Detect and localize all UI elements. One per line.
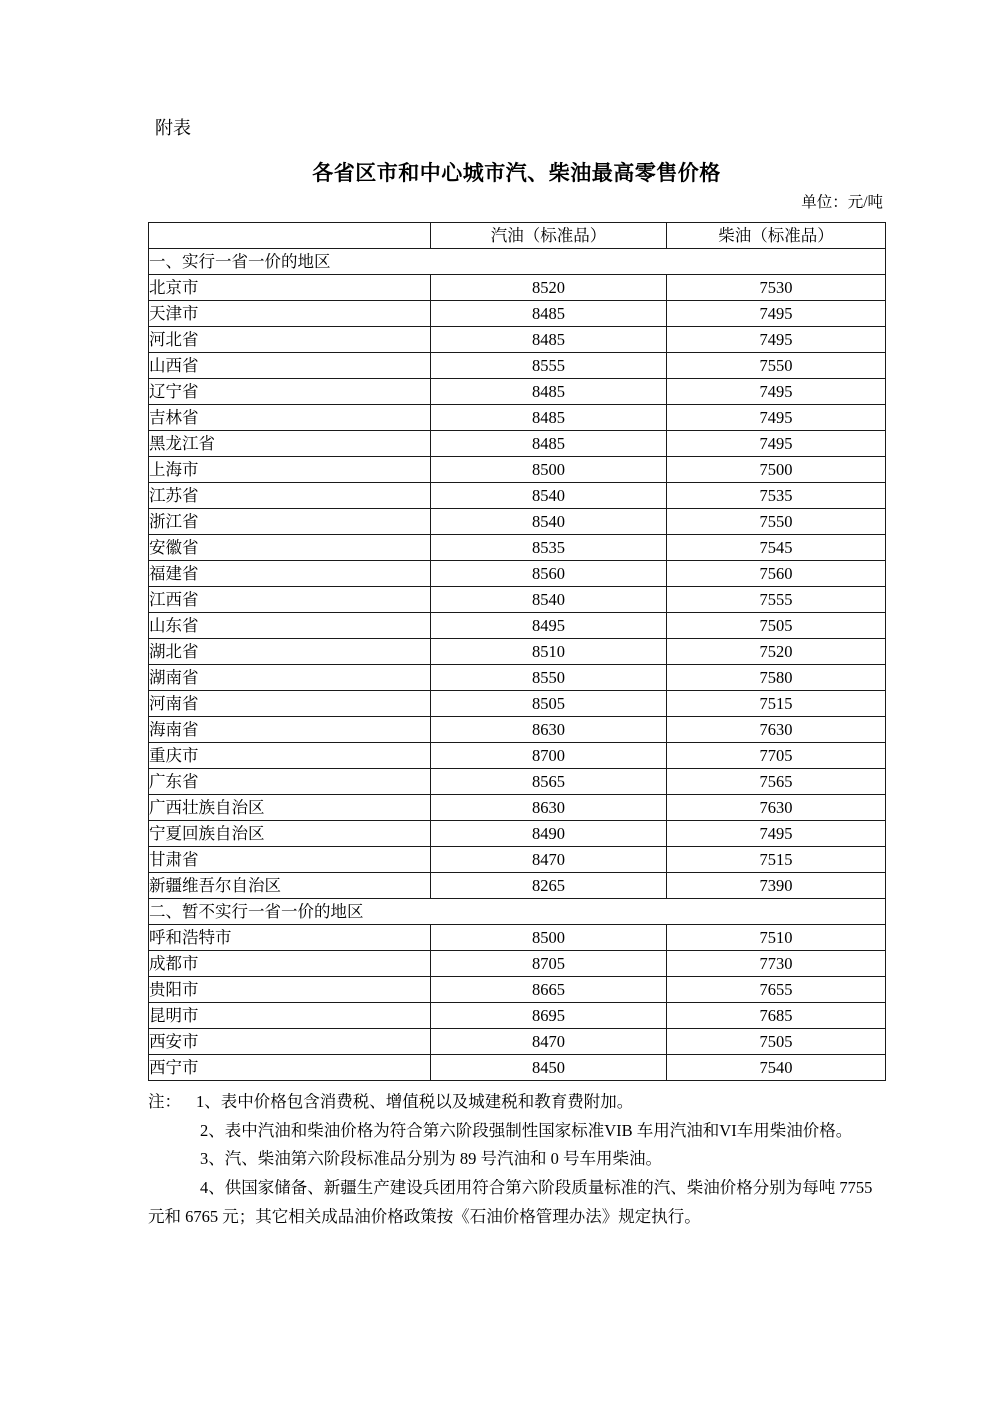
gasoline-price-cell: 8550 [431, 665, 667, 691]
column-header-diesel: 柴油（标准品） [667, 223, 886, 249]
fuel-price-table [148, 222, 886, 1081]
diesel-price-cell: 7515 [667, 847, 886, 873]
region-cell: 广西壮族自治区 [149, 795, 431, 821]
gasoline-price-cell: 8500 [431, 925, 667, 951]
table-row [149, 691, 886, 717]
region-cell: 重庆市 [149, 743, 431, 769]
diesel-price-cell: 7495 [667, 431, 886, 457]
diesel-price-cell: 7510 [667, 925, 886, 951]
table-row [149, 951, 886, 977]
diesel-price-cell: 7535 [667, 483, 886, 509]
table-header-row [149, 223, 886, 249]
diesel-price-cell: 7500 [667, 457, 886, 483]
table-row [149, 535, 886, 561]
table-row [149, 353, 886, 379]
diesel-price-cell: 7390 [667, 873, 886, 899]
table-row [149, 717, 886, 743]
gasoline-price-cell: 8700 [431, 743, 667, 769]
region-cell: 河南省 [149, 691, 431, 717]
region-cell: 湖北省 [149, 639, 431, 665]
region-cell: 福建省 [149, 561, 431, 587]
region-cell: 西宁市 [149, 1055, 431, 1081]
diesel-price-cell: 7555 [667, 587, 886, 613]
diesel-price-cell: 7495 [667, 405, 886, 431]
region-cell: 成都市 [149, 951, 431, 977]
gasoline-price-cell: 8490 [431, 821, 667, 847]
gasoline-price-cell: 8705 [431, 951, 667, 977]
region-cell: 安徽省 [149, 535, 431, 561]
diesel-price-cell: 7550 [667, 353, 886, 379]
unit-label: 单位：元/吨 [801, 194, 883, 211]
notes-label: 注： [148, 1092, 181, 1111]
region-cell: 广东省 [149, 769, 431, 795]
table-row [149, 977, 886, 1003]
gasoline-price-cell: 8485 [431, 327, 667, 353]
gasoline-price-cell: 8630 [431, 795, 667, 821]
gasoline-price-cell: 8540 [431, 509, 667, 535]
region-cell: 浙江省 [149, 509, 431, 535]
table-row [149, 743, 886, 769]
column-header-gasoline: 汽油（标准品） [431, 223, 667, 249]
gasoline-price-cell: 8500 [431, 457, 667, 483]
diesel-price-cell: 7495 [667, 379, 886, 405]
region-cell: 昆明市 [149, 1003, 431, 1029]
note-text: 1、表中价格包含消费税、增值税以及城建税和教育费附加。 [196, 1092, 634, 1111]
diesel-price-cell: 7560 [667, 561, 886, 587]
gasoline-price-cell: 8485 [431, 405, 667, 431]
table-row [149, 769, 886, 795]
diesel-price-cell: 7530 [667, 275, 886, 301]
region-cell: 天津市 [149, 301, 431, 327]
table-row [149, 301, 886, 327]
table-row [149, 847, 886, 873]
region-cell: 吉林省 [149, 405, 431, 431]
gasoline-price-cell: 8470 [431, 847, 667, 873]
gasoline-price-cell: 8505 [431, 691, 667, 717]
table-row [149, 925, 886, 951]
diesel-price-cell: 7505 [667, 1029, 886, 1055]
region-cell: 河北省 [149, 327, 431, 353]
gasoline-price-cell: 8485 [431, 431, 667, 457]
gasoline-price-cell: 8485 [431, 301, 667, 327]
diesel-price-cell: 7495 [667, 327, 886, 353]
diesel-price-cell: 7495 [667, 301, 886, 327]
table-row [149, 457, 886, 483]
gasoline-price-cell: 8665 [431, 977, 667, 1003]
table-row [149, 873, 886, 899]
table-row [149, 665, 886, 691]
section-header: 二、暂不实行一省一价的地区 [149, 899, 886, 925]
region-cell: 上海市 [149, 457, 431, 483]
gasoline-price-cell: 8555 [431, 353, 667, 379]
table-row [149, 613, 886, 639]
gasoline-price-cell: 8510 [431, 639, 667, 665]
region-cell: 海南省 [149, 717, 431, 743]
diesel-price-cell: 7515 [667, 691, 886, 717]
table-body [149, 223, 886, 1081]
gasoline-price-cell: 8535 [431, 535, 667, 561]
table-row [149, 795, 886, 821]
gasoline-price-cell: 8540 [431, 483, 667, 509]
page-title: 各省区市和中心城市汽、柴油最高零售价格 [312, 162, 721, 185]
gasoline-price-cell: 8485 [431, 379, 667, 405]
region-cell: 宁夏回族自治区 [149, 821, 431, 847]
region-cell: 江西省 [149, 587, 431, 613]
diesel-price-cell: 7545 [667, 535, 886, 561]
gasoline-price-cell: 8560 [431, 561, 667, 587]
diesel-price-cell: 7705 [667, 743, 886, 769]
diesel-price-cell: 7540 [667, 1055, 886, 1081]
column-header-region [149, 223, 431, 249]
table-row [149, 327, 886, 353]
diesel-price-cell: 7495 [667, 821, 886, 847]
diesel-price-cell: 7630 [667, 795, 886, 821]
table-row [149, 561, 886, 587]
diesel-price-cell: 7685 [667, 1003, 886, 1029]
gasoline-price-cell: 8540 [431, 587, 667, 613]
region-cell: 江苏省 [149, 483, 431, 509]
table-row [149, 275, 886, 301]
diesel-price-cell: 7630 [667, 717, 886, 743]
region-cell: 湖南省 [149, 665, 431, 691]
diesel-price-cell: 7730 [667, 951, 886, 977]
table-row [149, 483, 886, 509]
region-cell: 山东省 [149, 613, 431, 639]
region-cell: 北京市 [149, 275, 431, 301]
diesel-price-cell: 7520 [667, 639, 886, 665]
table-row [149, 509, 886, 535]
table-row [149, 639, 886, 665]
gasoline-price-cell: 8565 [431, 769, 667, 795]
gasoline-price-cell: 8520 [431, 275, 667, 301]
gasoline-price-cell: 8470 [431, 1029, 667, 1055]
gasoline-price-cell: 8630 [431, 717, 667, 743]
region-cell: 西安市 [149, 1029, 431, 1055]
gasoline-price-cell: 8695 [431, 1003, 667, 1029]
table-row [149, 405, 886, 431]
diesel-price-cell: 7565 [667, 769, 886, 795]
table-row [149, 821, 886, 847]
diesel-price-cell: 7505 [667, 613, 886, 639]
diesel-price-cell: 7550 [667, 509, 886, 535]
table-row [149, 431, 886, 457]
gasoline-price-cell: 8265 [431, 873, 667, 899]
notes-section [148, 1088, 885, 1232]
region-cell: 新疆维吾尔自治区 [149, 873, 431, 899]
note-item: 3、汽、柴油第六阶段标准品分别为 89 号汽油和 0 号车用柴油。 [200, 1149, 662, 1169]
document-page [148, 0, 885, 1414]
region-cell: 黑龙江省 [149, 431, 431, 457]
note-item: 2、表中汽油和柴油价格为符合第六阶段强制性国家标准VIB 车用汽油和VI车用柴油价格。 [200, 1120, 853, 1140]
region-cell: 甘肃省 [149, 847, 431, 873]
note-item: 4、供国家储备、新疆生产建设兵团用符合第六阶段质量标准的汽、柴油价格分别为每吨 7755 元和 6765 元；其它相关成品油价格政策按《石油价格管理办法》规定执行。 [148, 1178, 873, 1226]
section-row [149, 249, 886, 275]
diesel-price-cell: 7580 [667, 665, 886, 691]
table-row [149, 1003, 886, 1029]
region-cell: 山西省 [149, 353, 431, 379]
section-row [149, 899, 886, 925]
diesel-price-cell: 7655 [667, 977, 886, 1003]
section-header: 一、实行一省一价的地区 [149, 249, 886, 275]
table-row [149, 379, 886, 405]
region-cell: 呼和浩特市 [149, 925, 431, 951]
note-item [148, 1088, 885, 1117]
appendix-label: 附表 [155, 118, 191, 138]
table-row [149, 587, 886, 613]
gasoline-price-cell: 8495 [431, 613, 667, 639]
region-cell: 辽宁省 [149, 379, 431, 405]
table-row [149, 1055, 886, 1081]
gasoline-price-cell: 8450 [431, 1055, 667, 1081]
table-row [149, 1029, 886, 1055]
region-cell: 贵阳市 [149, 977, 431, 1003]
